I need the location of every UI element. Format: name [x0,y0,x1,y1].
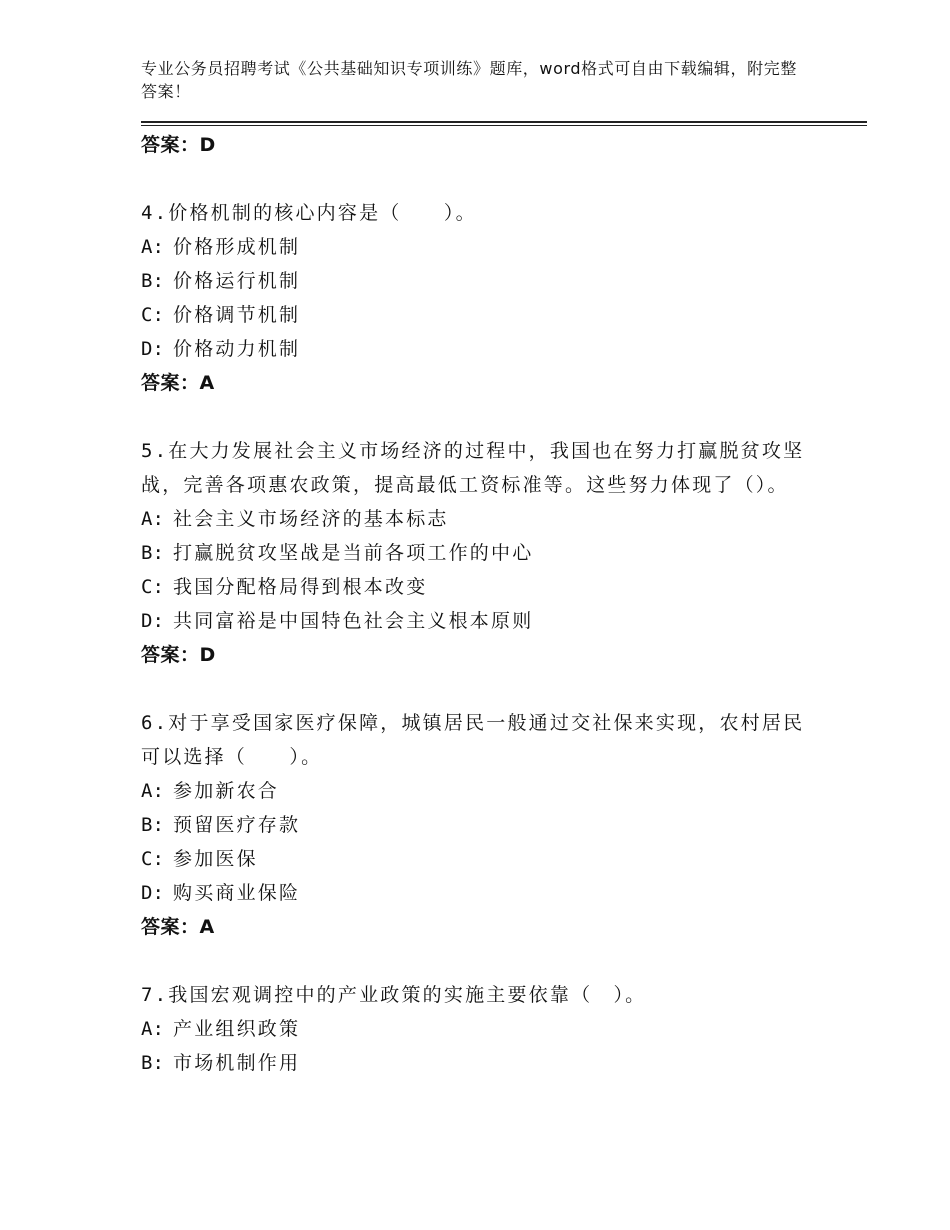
option-letter: D: [141,338,164,360]
option-text: 我国分配格局得到根本改变 [173,576,428,598]
option-c [141,570,811,604]
option-letter: C: [141,848,164,870]
question-item [141,706,811,944]
option-a [141,774,811,808]
header-rule-thin [141,125,867,126]
option-text: 价格动力机制 [173,338,301,360]
option-text: 参加医保 [173,848,258,870]
option-text: 打赢脱贫攻坚战是当前各项工作的中心 [173,542,534,564]
option-text: 市场机制作用 [173,1052,301,1074]
option-d [141,604,811,638]
option-text: 社会主义市场经济的基本标志 [173,508,449,530]
option-c [141,842,811,876]
question-item [141,196,811,400]
option-b [141,264,811,298]
header-rule-thick [141,121,867,123]
question-item [141,434,811,672]
option-text: 共同富裕是中国特色社会主义根本原则 [173,610,534,632]
option-b [141,1046,811,1080]
option-letter: D: [141,610,164,632]
option-d [141,876,811,910]
option-letter: B: [141,1052,164,1074]
question-text: 6.对于享受国家医疗保障，城镇居民一般通过交社保来实现，农村居民可以选择（ ）。 [141,712,805,768]
question-text: 7.我国宏观调控中的产业政策的实施主要依靠（ ）。 [141,984,647,1006]
answer-line: 答案：A [141,372,215,394]
option-text: 价格调节机制 [173,304,301,326]
question-text: 4.价格机制的核心内容是（ ）。 [141,202,477,224]
option-b [141,536,811,570]
option-letter: D: [141,882,164,904]
option-b [141,808,811,842]
option-letter: C: [141,304,164,326]
option-a [141,230,811,264]
answer-line: 答案：D [141,644,216,666]
question-item [141,978,811,1080]
option-letter: A: [141,508,164,530]
option-letter: A: [141,1018,164,1040]
option-text: 预留医疗存款 [173,814,301,836]
option-text: 价格运行机制 [173,270,301,292]
option-text: 购买商业保险 [173,882,301,904]
page-header: 专业公务员招聘考试《公共基础知识专项训练》题库，word格式可自由下载编辑，附完整答案！ [141,59,797,101]
option-a [141,502,811,536]
option-a [141,1012,811,1046]
option-letter: B: [141,814,164,836]
option-letter: A: [141,236,164,258]
question-list [141,128,811,1080]
option-letter: A: [141,780,164,802]
option-letter: B: [141,270,164,292]
question-text: 5.在大力发展社会主义市场经济的过程中，我国也在努力打赢脱贫攻坚战，完善各项惠农政策，提高最低工资标准等。这些努力体现了（）。 [141,440,805,496]
option-text: 产业组织政策 [173,1018,301,1040]
option-letter: C: [141,576,164,598]
option-letter: B: [141,542,164,564]
answer-line: 答案：A [141,916,215,938]
option-text: 参加新农合 [173,780,280,802]
option-text: 价格形成机制 [173,236,301,258]
option-c [141,298,811,332]
answer-line: 答案：D [141,134,216,156]
option-d [141,332,811,366]
